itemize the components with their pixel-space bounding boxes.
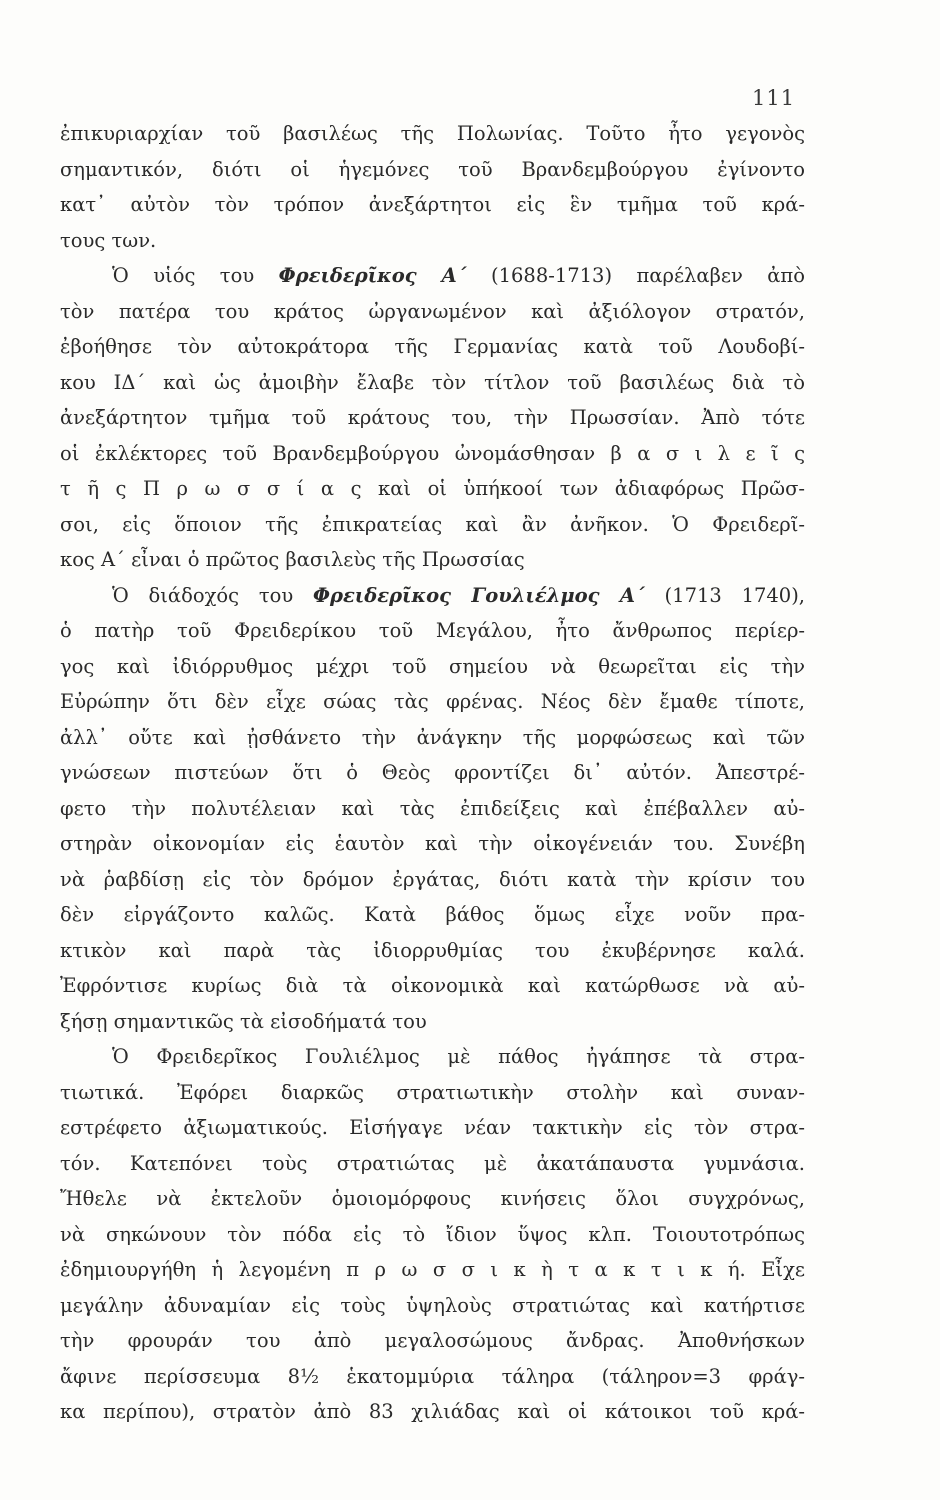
text-line: στηρὰν οἰκονομίαν εἰς ἑαυτὸν καὶ τὴν οἰκογένειάν του. Συνέβη [60, 832, 805, 855]
text-line: ξήσῃ σημαντικῶς τὰ εἰσοδήματά του [60, 1009, 427, 1033]
paragraph-start-line: Ὁ διάδοχός του Φρειδερῖκος Γουλιέλμος Α΄ (1713 1740), [112, 583, 805, 607]
text-line: δὲν εἰργάζοντο καλῶς. Κατὰ βάθος ὅμως εἶχε νοῦν πρα- [60, 903, 805, 926]
text-line: κατ᾽ αὐτὸν τὸν τρόπον ἀνεξάρτητοι εἰς ἓν τμῆμα τοῦ κρά- [60, 193, 805, 216]
text-line: τόν. Κατεπόνει τοὺς στρατιώτας μὲ ἀκατάπαυστα γυμνάσια. [60, 1151, 805, 1175]
text-line: κου ΙΔ΄ καὶ ὡς ἀμοιβὴν ἔλαβε τὸν τίτλον τοῦ βασιλέως διὰ τὸ [60, 370, 805, 394]
text-line: τιωτικά. Ἐφόρει διαρκῶς στρατιωτικὴν στολὴν καὶ συναν- [60, 1080, 805, 1104]
text-line: γνώσεων πιστεύων ὅτι ὁ Θεὸς φροντίζει δι᾽ αὐτόν. Ἀπεστρέ- [60, 761, 805, 784]
text-line: νὰ σηκώνουν τὸν πόδα εἰς τὸ ἴδιον ὕψος κλπ. Τοιουτοτρόπως [60, 1222, 805, 1246]
text-line: γος καὶ ἰδιόρρυθμος μέχρι τοῦ σημείου νὰ θεωρεῖται εἰς τὴν [60, 654, 805, 678]
paragraph-start-line: Ὁ Φρειδερῖκος Γουλιέλμος μὲ πάθος ἠγάπησε τὰ στρα- [112, 1045, 805, 1068]
text-line: κτικὸν καὶ παρὰ τὰς ἰδιορρυθμίας του ἐκυβέρνησε καλά. [60, 938, 805, 962]
text-line: τους των. [60, 228, 157, 252]
ruler-name: Φρειδερῖκος Α΄ [278, 264, 467, 287]
text-line: Ἐφρόντισε κυρίως διὰ τὰ οἰκονομικὰ καὶ κατώρθωσε νὰ αὐ- [60, 974, 805, 997]
page-number: 111 [752, 86, 796, 110]
text-line: κα περίπου), στρατὸν ἀπὸ 83 χιλιάδας καὶ οἱ κάτοικοι τοῦ κρά- [60, 1400, 805, 1423]
text-line: φετο τὴν πολυτέλειαν καὶ τὰς ἐπιδείξεις καὶ ἐπέβαλλεν αὐ- [60, 796, 805, 820]
text-line: ὁ πατὴρ τοῦ Φρειδερίκου τοῦ Μεγάλου, ἦτο ἄνθρωπος περίερ- [60, 619, 805, 642]
text-line: ἀνεξάρτητον τμῆμα τοῦ κράτους του, τὴν Πρωσσίαν. Ἀπὸ τότε [60, 406, 805, 429]
text-line: Ἤθελε νὰ ἐκτελοῦν ὁμοιομόρφους κινήσεις ὅλοι συγχρόνως, [60, 1187, 805, 1210]
body-text [60, 116, 805, 1430]
text-line: τὸν πατέρα του κράτος ὠργανωμένον καὶ ἀξιόλογον στρατόν, [60, 299, 805, 323]
text-line: ἐδημιουργήθη ἡ λεγομένη π ρ ω σ σ ι κ ὴ τ α κ τ ι κ ή. Εἶχε [60, 1258, 805, 1281]
text-line: σημαντικόν, διότι οἱ ἡγεμόνες τοῦ Βρανδεμβούργου ἐγίνοντο [60, 157, 805, 181]
text-line: κος Α΄ εἶναι ὁ πρῶτος βασιλεὺς τῆς Πρωσσίας [60, 548, 525, 571]
text-line: Εὐρώπην ὅτι δὲν εἶχε σώας τὰς φρένας. Νέος δὲν ἔμαθε τίποτε, [60, 690, 805, 713]
text-line: ἐπικυριαρχίαν τοῦ βασιλέως τῆς Πολωνίας. Τοῦτο ἦτο γεγονὸς [60, 122, 805, 145]
text-line: οἱ ἐκλέκτορες τοῦ Βρανδεμβούργου ὠνομάσθησαν β α σ ι λ ε ῖ ς [60, 441, 805, 465]
text-line: τ ῆ ς Π ρ ω σ σ ί α ς καὶ οἱ ὑπήκοοί των ἀδιαφόρως Πρῶσ- [60, 477, 805, 500]
text-line: ἄφινε περίσσευμα 8½ ἑκατομμύρια τάληρα (τάληρον=3 φράγ- [60, 1364, 805, 1388]
text-line: νὰ ῥαβδίσῃ εἰς τὸν δρόμον ἐργάτας, διότι κατὰ τὴν κρίσιν του [60, 867, 805, 891]
text-line: τὴν φρουράν του ἀπὸ μεγαλοσώμους ἄνδρας. Ἀποθνήσκων [60, 1329, 805, 1352]
text-line: ἐβοήθησε τὸν αὐτοκράτορα τῆς Γερμανίας κατὰ τοῦ Λουδοβί- [60, 335, 805, 358]
ruler-name: Φρειδερῖκος Γουλιέλμος Α΄ [312, 583, 645, 607]
text-line: ἀλλ᾽ οὔτε καὶ ᾐσθάνετο τὴν ἀνάγκην τῆς μορφώσεως καὶ τῶν [60, 725, 805, 749]
text-line: εστρέφετο ἀξιωματικούς. Εἰσήγαγε νέαν τακτικὴν εἰς τὸν στρα- [60, 1116, 805, 1139]
paragraph-start-line: Ὁ υἱός του Φρειδερῖκος Α΄ (1688-1713) παρέλαβεν ἀπὸ [112, 264, 805, 287]
text-line: μεγάλην ἀδυναμίαν εἰς τοὺς ὑψηλοὺς στρατιώτας καὶ κατήρτισε [60, 1293, 805, 1317]
text-line: σοι, εἰς ὅποιον τῆς ἐπικρατείας καὶ ἂν ἀνῆκον. Ὁ Φρειδερῖ- [60, 512, 805, 536]
